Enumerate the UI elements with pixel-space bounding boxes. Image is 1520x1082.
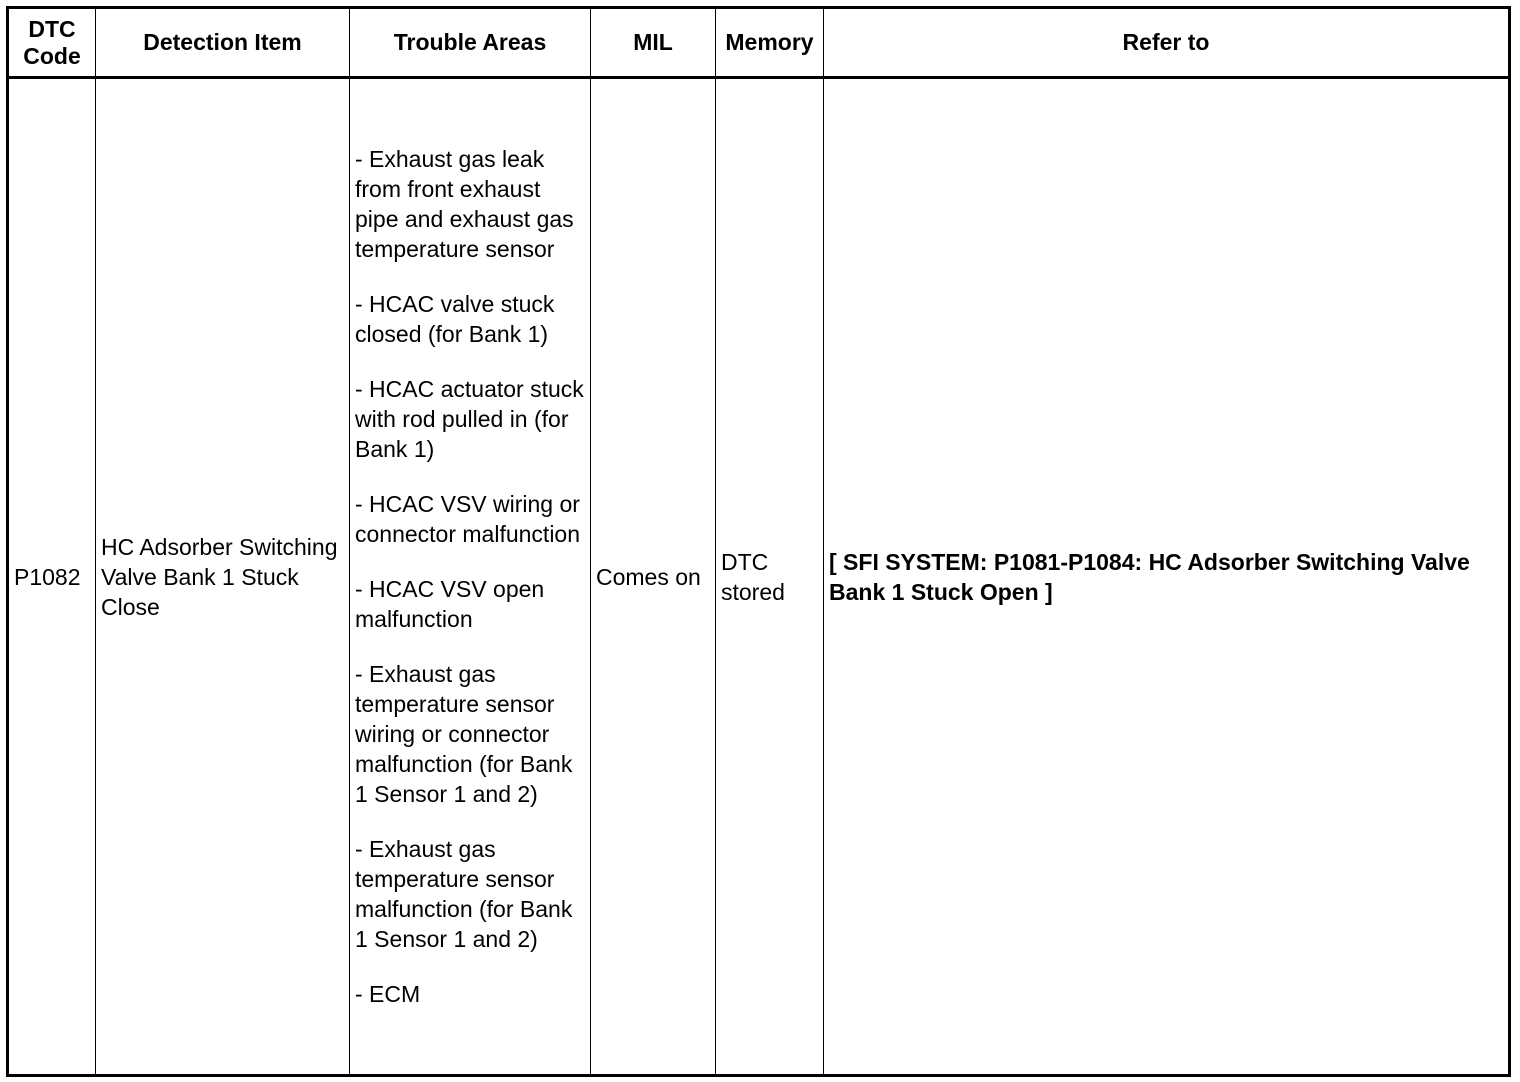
- trouble-area-item: - Exhaust gas leak from front exhaust pipe and exhaust gas temperature sensor: [355, 146, 574, 262]
- dtc-code-cell: P1082: [8, 78, 96, 1076]
- trouble-area-item: - Exhaust gas temperature sensor malfunction (for Bank 1 Sensor 1 and 2): [355, 836, 573, 952]
- trouble-area-item: - HCAC VSV open malfunction: [355, 576, 545, 632]
- dtc-table: [6, 6, 1511, 1077]
- header-trouble-areas: Trouble Areas: [350, 8, 591, 78]
- trouble-area-item: - HCAC actuator stuck with rod pulled in (for Bank 1): [355, 376, 584, 462]
- trouble-area-item: - HCAC valve stuck closed (for Bank 1): [355, 291, 555, 347]
- header-detection-item: Detection Item: [96, 8, 350, 78]
- trouble-area-item: - HCAC VSV wiring or connector malfunction: [355, 491, 581, 547]
- trouble-areas-cell: [350, 78, 591, 1076]
- header-row: [8, 8, 1510, 78]
- header-dtc-code: DTC Code: [8, 8, 96, 78]
- mil-cell: Comes on: [591, 78, 716, 1076]
- table-row: [8, 78, 1510, 1076]
- refer-to-link[interactable]: [ SFI SYSTEM: P1081-P1084: HC Adsorber Switching Valve Bank 1 Stuck Open ]: [824, 78, 1510, 1076]
- trouble-area-item: - Exhaust gas temperature sensor wiring or connector malfunction (for Bank 1 Sensor 1 and 2): [355, 661, 573, 807]
- detection-item-cell: HC Adsorber Switching Valve Bank 1 Stuck Close: [96, 78, 350, 1076]
- memory-cell: DTC stored: [716, 78, 824, 1076]
- header-refer-to: Refer to: [824, 8, 1510, 78]
- header-memory: Memory: [716, 8, 824, 78]
- header-mil: MIL: [591, 8, 716, 78]
- trouble-area-item: - ECM: [355, 981, 421, 1007]
